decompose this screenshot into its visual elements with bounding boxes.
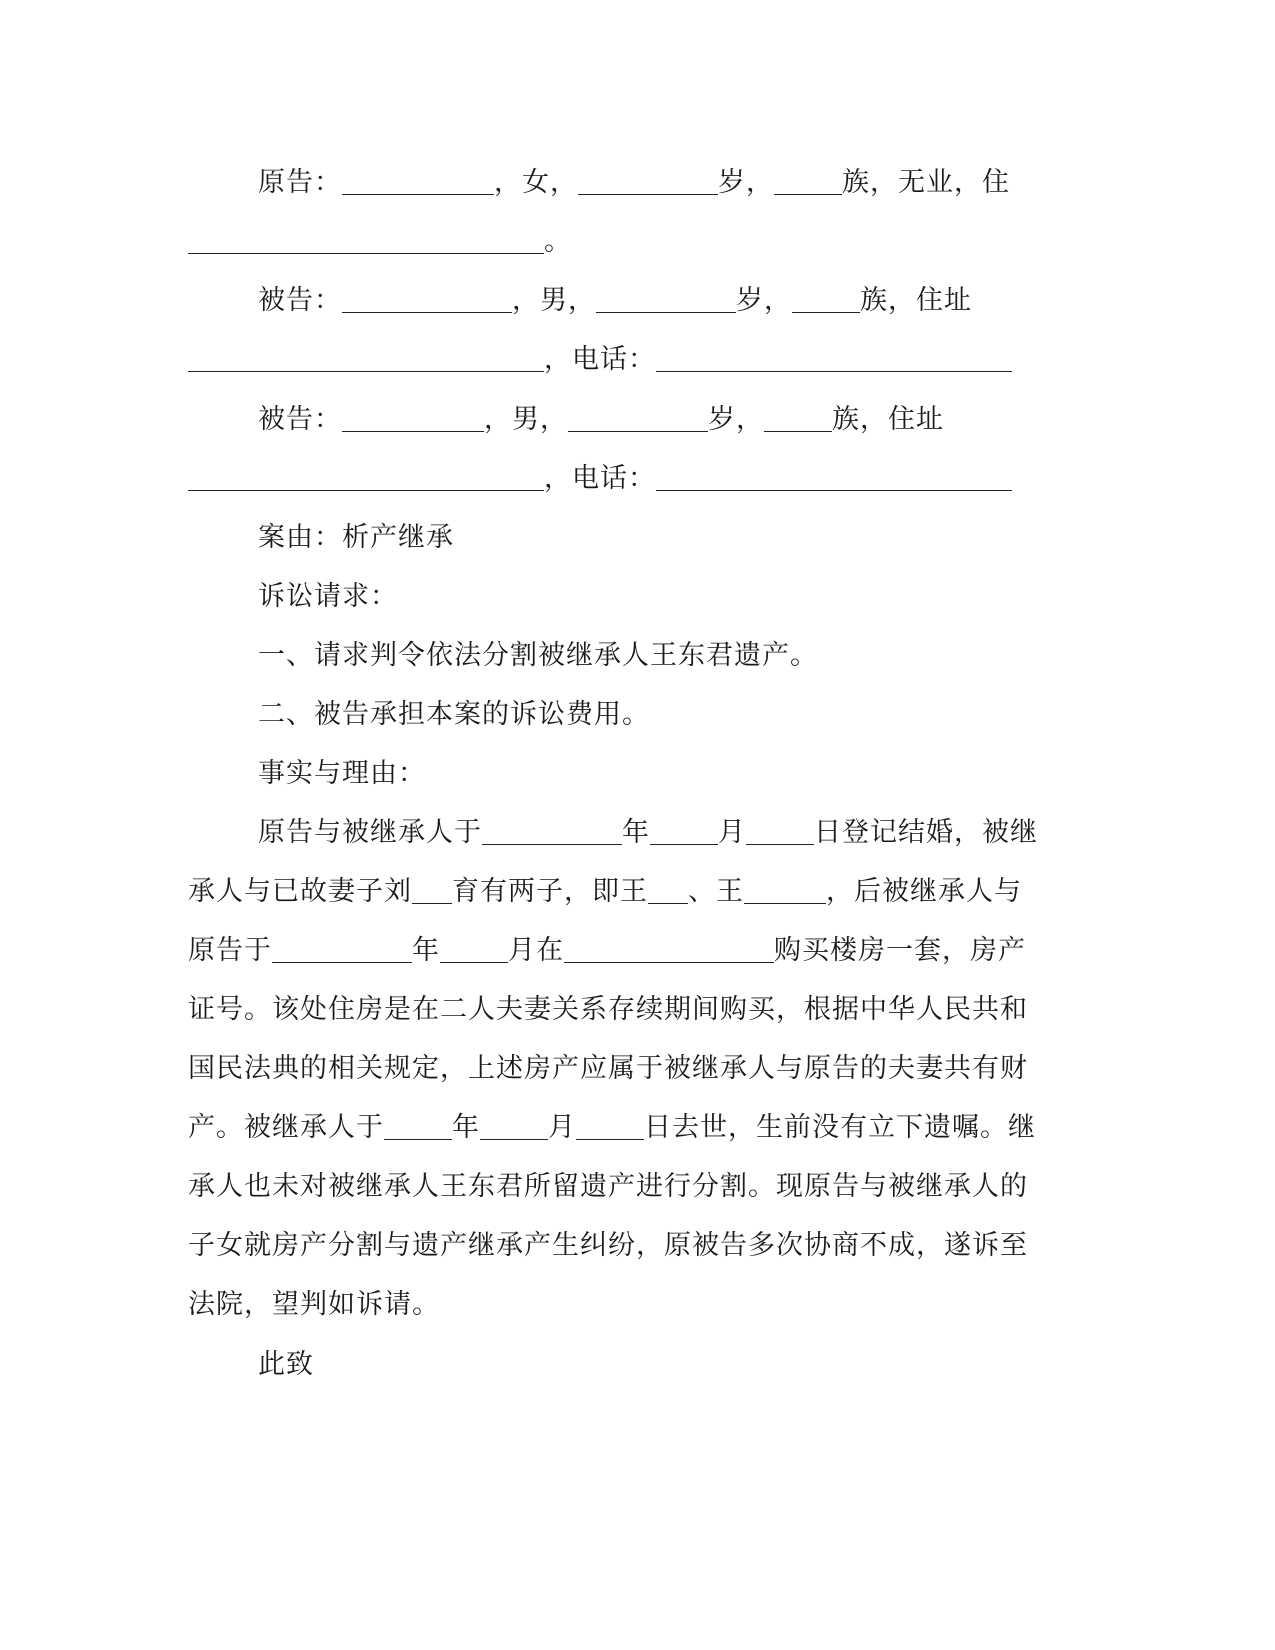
defendant1-label: 被告： [258,285,342,316]
plaintiff-line-1 [258,163,1158,203]
defendant1-age-unit: 岁， [736,285,792,316]
facts-text: 、王 [688,876,744,907]
facts-line-6 [188,1108,1088,1148]
facts-title: 事实与理由： [258,758,426,789]
plaintiff-ethnicity: 族，无业，住 [842,167,1010,198]
facts-text: 承人与已故妻子刘 [188,876,412,907]
death-day-blank[interactable] [576,1109,644,1140]
facts-text: 年 [622,817,650,848]
facts-line-2 [188,872,1088,912]
facts-text: 年 [452,1112,480,1143]
claim-2: 二、被告承担本案的诉讼费用。 [258,699,650,730]
facts-text: 月 [548,1112,576,1143]
defendant1-sex: ，男， [512,285,596,316]
defendant1-line-2 [188,340,1088,380]
facts-text: 产。被继承人于 [188,1112,384,1143]
death-month-blank[interactable] [480,1109,548,1140]
case-cause: 案由：析产继承 [258,522,454,553]
facts-text: 年 [412,935,440,966]
defendant2-line-2 [188,459,1088,499]
defendant2-age-blank[interactable] [568,401,708,432]
facts-line-3 [188,931,1088,971]
closing: 此致 [258,1349,314,1380]
late-wife-name-blank[interactable] [412,873,452,904]
son2-name-blank[interactable] [744,873,826,904]
defendant2-label: 被告： [258,404,342,435]
marriage-year-blank[interactable] [482,814,622,845]
plaintiff-sex: ，女， [494,167,578,198]
purchase-location-blank[interactable] [564,932,774,963]
facts-text: 月 [718,817,746,848]
facts-text: 月在 [508,935,564,966]
plaintiff-line-2 [188,222,1088,262]
purchase-year-blank[interactable] [272,932,412,963]
facts-line-4: 证号。该处住房是在二人夫妻关系存续期间购买，根据中华人民共和 [188,994,1028,1025]
defendant1-ethnicity-blank[interactable] [792,282,860,313]
defendant1-name-blank[interactable] [342,282,512,313]
facts-text: 原告于 [188,935,272,966]
plaintiff-end: 。 [544,226,572,257]
defendant2-line-1 [258,400,1158,440]
facts-line-7: 承人也未对被继承人王东君所留遗产进行分割。现原告与被继承人的 [188,1171,1028,1202]
plaintiff-address-blank[interactable] [188,223,544,254]
marriage-month-blank[interactable] [650,814,718,845]
facts-text: 育有两子，即王 [452,876,648,907]
facts-line-8: 子女就房产分割与遗产继承产生纠纷，原被告多次协商不成，遂诉至 [188,1230,1028,1261]
defendant2-ethnicity: 族，住址 [832,404,944,435]
purchase-month-blank[interactable] [440,932,508,963]
defendant2-age-unit: 岁， [708,404,764,435]
defendant1-address-blank[interactable] [188,341,544,372]
facts-line-5: 国民法典的相关规定，上述房产应属于被继承人与原告的夫妻共有财 [188,1053,1028,1084]
plaintiff-label: 原告： [258,167,342,198]
plaintiff-ethnicity-blank[interactable] [774,164,842,195]
defendant2-phone-label: ，电话： [544,463,656,494]
defendant1-phone-label: ，电话： [544,344,656,375]
facts-text: 原告与被继承人于 [258,817,482,848]
facts-text: 日登记结婚，被继 [814,817,1038,848]
plaintiff-age-unit: 岁， [718,167,774,198]
defendant1-line-1 [258,281,1158,321]
defendant2-phone-blank[interactable] [656,460,1012,491]
defendant1-age-blank[interactable] [596,282,736,313]
facts-line-1 [258,813,1158,853]
facts-text: 购买楼房一套，房产 [774,935,1026,966]
defendant2-name-blank[interactable] [342,401,484,432]
defendant2-ethnicity-blank[interactable] [764,401,832,432]
defendant1-ethnicity: 族，住址 [860,285,972,316]
defendant2-address-blank[interactable] [188,460,544,491]
son1-name-blank[interactable] [648,873,688,904]
plaintiff-age-blank[interactable] [578,164,718,195]
claim-1: 一、请求判令依法分割被继承人王东君遗产。 [258,640,818,671]
claims-title: 诉讼请求： [258,581,398,612]
plaintiff-name-blank[interactable] [342,164,494,195]
facts-text: 日去世，生前没有立下遗嘱。继 [644,1112,1036,1143]
marriage-day-blank[interactable] [746,814,814,845]
death-year-blank[interactable] [384,1109,452,1140]
facts-text: ，后被继承人与 [826,876,1022,907]
defendant1-phone-blank[interactable] [656,341,1012,372]
facts-line-9: 法院，望判如诉请。 [188,1289,440,1320]
defendant2-sex: ，男， [484,404,568,435]
